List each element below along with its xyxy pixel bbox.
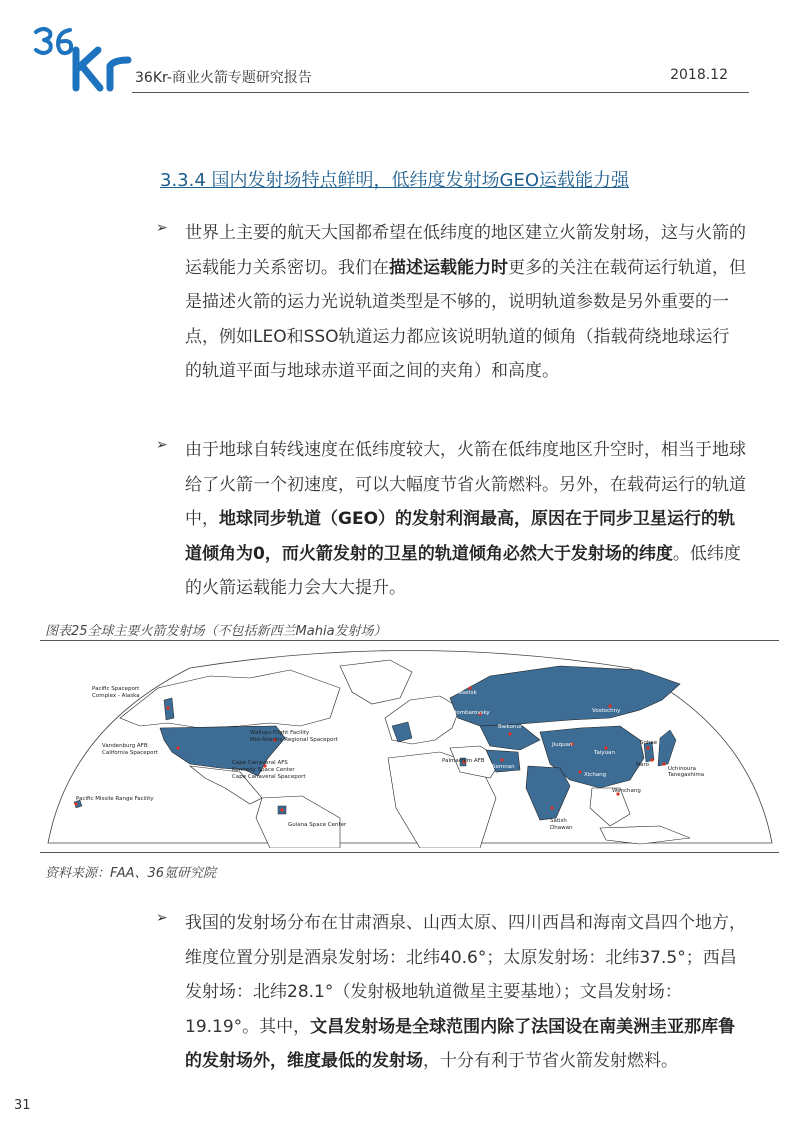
label-vandenburg: Vandenburg AFB [102,743,148,749]
label-semnan: Semnan [492,764,515,770]
label-canaveral-afs: Cape Canaveral AFS [232,760,288,766]
label-midatlantic: Mid-Atlantic Regional Spaceport [250,737,338,743]
label-sohae: Sohae [640,740,658,746]
label-pacific-spaceport: Pacific Spaceport [92,686,140,692]
label-palmachim: Palmachim AFB [442,758,485,764]
label-pacific-spaceport-2: Complex - Alaska [92,693,140,699]
label-xichang: Xichang [584,772,607,778]
label-wenchang: Wenchang [612,788,641,794]
label-plesetsk: Plesetsk [454,690,477,696]
label-guiana: Guiana Space Center [288,822,347,828]
section-title: 3.3.4 国内发射场特点鲜明，低纬度发射场GEO运载能力强 [160,170,630,191]
header-divider [132,92,749,93]
report-title: 36Kr-商业火箭专题研究报告 [135,70,312,86]
label-tanegashima: Tanegashima [668,772,705,778]
arrow-bullet-icon: ➢ [156,220,168,236]
page-number: 31 [14,1098,31,1113]
label-pmrf: Pacific Missile Range Facility [76,796,154,802]
bullet-paragraph-1: ➢ 世界上主要的航天大国都希望在低纬度的地区建立火箭发射场，这与火箭的运载能力关系密切。我们在描述运载能力时更多的关注在载荷运行轨道，但是描述火箭的运力光说轨道类型是不够的，说明轨道参数是另外重要的一点，例如LEO和SSO轨道运力都应该说明轨道的倾角（指载荷绕地球运行的轨道平面与地球赤道平面之间的夹角）和高度。 [156,220,746,381]
bullet-paragraph-3: ➢ 我国的发射场分布在甘肃酒泉、山西太原、四川西昌和海南文昌四个地方，维度位置分别是酒泉发射场：北纬40.6°；太原发射场：北纬37.5°；西昌发射场：北纬28.1°（发射极地轨道微星主要基地）；文昌发射场：19.19°。其中，文昌发射场是全球范围内除了法国设在南美洲圭亚那库鲁的发射场外，维度最低的发射场，十分有利于节省火箭发射燃料。 [156,910,746,1071]
figure-caption: 图表25全球主要火箭发射场（不包括新西兰Mahia发射场） [45,624,387,639]
label-vostochny: Vostochny [592,708,621,714]
report-date: 2018.12 [670,67,728,83]
figure-bottom-rule [40,852,779,853]
bullet-paragraph-2: ➢ 由于地球自转线速度在低纬度较大，火箭在低纬度地区升空时，相当于地球给了火箭一个初速度，可以大幅度节省火箭燃料。另外，在载荷运行的轨道中，地球同步轨道（GEO）的发射利润最高，原因在于同步卫星运行的轨道倾角为0，而火箭发射的卫星的轨道倾角必然大于发射场的纬度。低纬度的火箭运载能力会大大提升。 [156,437,746,598]
arrow-bullet-icon: ➢ [156,437,168,453]
label-dombarovsky: Dombarovsky [452,710,490,716]
figure-top-rule [40,640,779,641]
figure-source: 资料来源：FAA、36氪研究院 [45,866,217,881]
label-kennedy: Kennedy Space Center [232,767,295,773]
arrow-bullet-icon: ➢ [156,910,168,926]
label-canaveral-spaceport: Cape Canaveral Spaceport [232,774,306,780]
label-california-spaceport: California Spaceport [102,750,158,756]
world-launch-sites-map [40,648,780,848]
label-wallops: Wallops Flight Facility [250,730,310,736]
label-baikonur: Baikonur [498,724,523,730]
label-satish: Satish [550,818,567,824]
label-dhawan: Dhawan [550,825,573,831]
36kr-logo [32,22,142,94]
label-naro: Naro [636,762,649,768]
label-taiyuan: Taiyuan [594,750,615,756]
label-uchinoura: Uchinoura [668,766,697,772]
label-jiuquan: Jiuquan [552,742,573,748]
